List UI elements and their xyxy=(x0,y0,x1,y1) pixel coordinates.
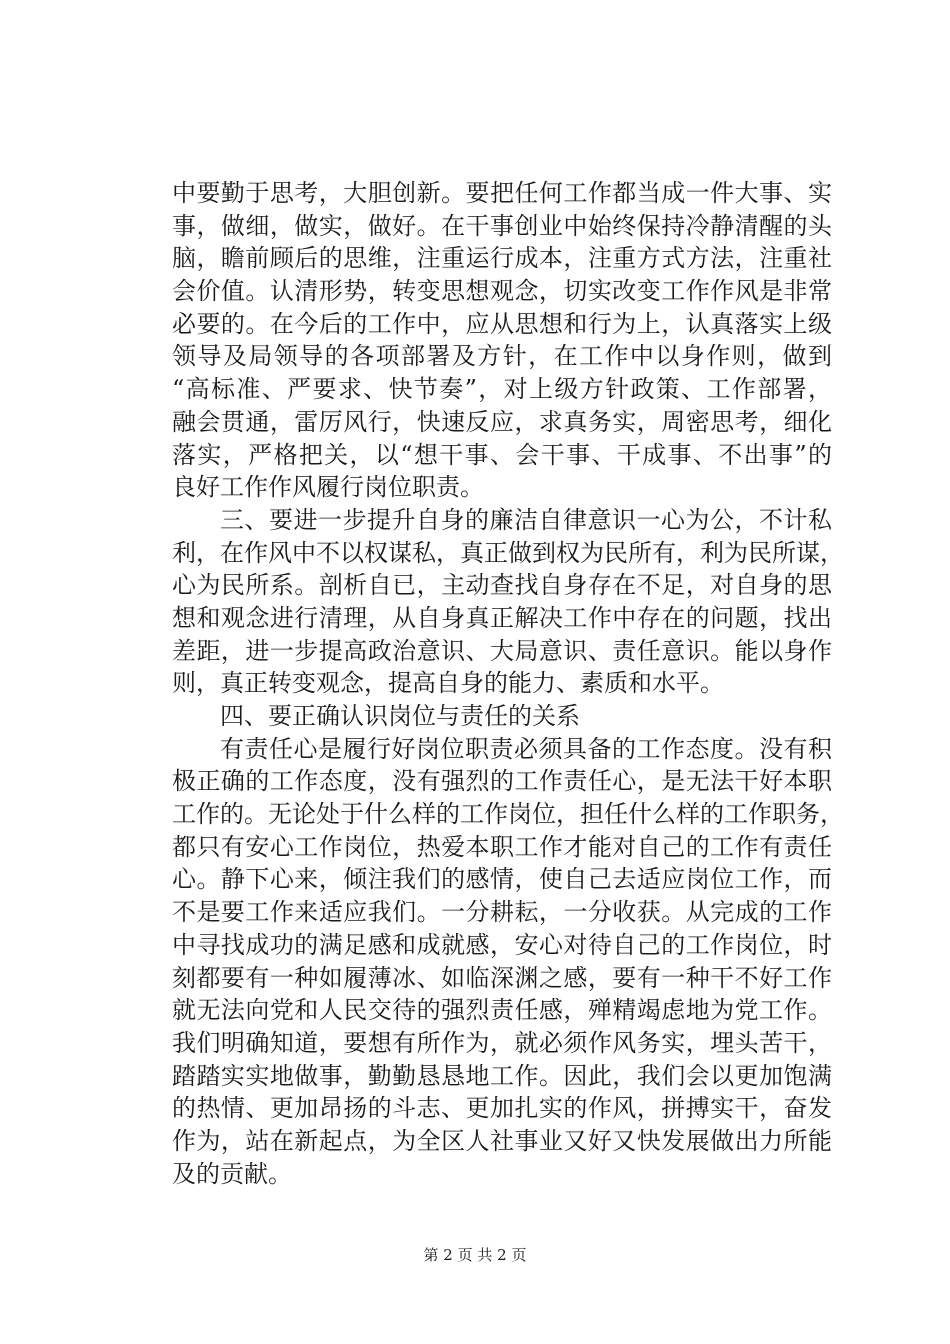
text-line: 及的贡献。 xyxy=(172,1159,292,1188)
text-line: 作为，站在新起点，为全区人社事业又好又快发展做出力所能 xyxy=(172,1126,832,1155)
text-line: 心。静下心来，倾注我们的感情，使自己去适应岗位工作，而 xyxy=(172,865,832,894)
page-footer: 第 2 页 共 2 页 xyxy=(423,1246,527,1264)
text-line: 有责任心是履行好岗位职责必须具备的工作态度。没有积 xyxy=(220,734,832,763)
text-line: 事，做细，做实，做好。在干事创业中始终保持冷静清醒的头 xyxy=(172,211,832,240)
body-text xyxy=(172,177,844,1190)
text-line: 不是要工作来适应我们。一分耕耘，一分收获。从完成的工作 xyxy=(172,898,832,927)
text-line: 中要勤于思考，大胆创新。要把任何工作都当成一件大事、实 xyxy=(172,179,832,207)
text-line: 四、要正确认识岗位与责任的关系 xyxy=(220,702,580,730)
text-line: 心为民所系。剖析自已，主动查找自身存在不足，对自身的思 xyxy=(172,571,832,600)
text-line: 则，真正转变观念，提高自身的能力、素质和水平。 xyxy=(172,669,724,698)
text-line: 会价值。认清形势，转变思想观念，切实改变工作作风是非常 xyxy=(172,277,832,306)
text-line: 踏踏实实地做事，勤勤恳恳地工作。因此，我们会以更加饱满 xyxy=(172,1061,832,1090)
text-line: 工作的。无论处于什么样的工作岗位，担任什么样的工作职务， xyxy=(172,800,844,829)
text-line: 必要的。在今后的工作中，应从思想和行为上，认真落实上级 xyxy=(172,309,832,338)
text-line: 三、要进一步提升自身的廉洁自律意识一心为公，不计私 xyxy=(220,505,832,534)
text-line: 差距，进一步提高政治意识、大局意识、责任意识。能以身作 xyxy=(172,636,832,665)
text-line: “高标准、严要求、快节奏”，对上级方针政策、工作部署， xyxy=(172,375,832,404)
text-line: 我们明确知道，要想有所作为，就必须作风务实，埋头苦干， xyxy=(172,1028,832,1057)
text-line: 就无法向党和人民交待的强烈责任感，殚精竭虑地为党工作。 xyxy=(172,996,832,1025)
text-line: 融会贯通，雷厉风行，快速反应，求真务实，周密思考，细化 xyxy=(172,407,832,436)
text-line: 脑，瞻前顾后的思维，注重运行成本，注重方式方法，注重社 xyxy=(172,244,832,273)
text-line: 落实，严格把关，以“想干事、会干事、干成事、不出事”的 xyxy=(172,440,832,469)
text-line: 领导及局领导的各项部署及方针，在工作中以身作则，做到 xyxy=(172,342,832,371)
text-line: 刻都要有一种如履薄冰、如临深渊之感，要有一种干不好工作 xyxy=(172,963,832,992)
text-line: 的热情、更加昂扬的斗志、更加扎实的作风，拼搏实干，奋发 xyxy=(172,1094,832,1123)
text-line: 利，在作风中不以权谋私，真正做到权为民所有，利为民所谋， xyxy=(172,538,844,567)
text-line: 都只有安心工作岗位，热爱本职工作才能对自己的工作有责任 xyxy=(172,832,832,861)
text-line: 中寻找成功的满足感和成就感，安心对待自己的工作岗位，时 xyxy=(172,930,832,959)
text-line: 良好工作作风履行岗位职责。 xyxy=(172,473,484,502)
text-line: 想和观念进行清理，从自身真正解决工作中存在的问题，找出 xyxy=(172,603,832,632)
text-line: 极正确的工作态度，没有强烈的工作责任心，是无法干好本职 xyxy=(172,767,832,796)
